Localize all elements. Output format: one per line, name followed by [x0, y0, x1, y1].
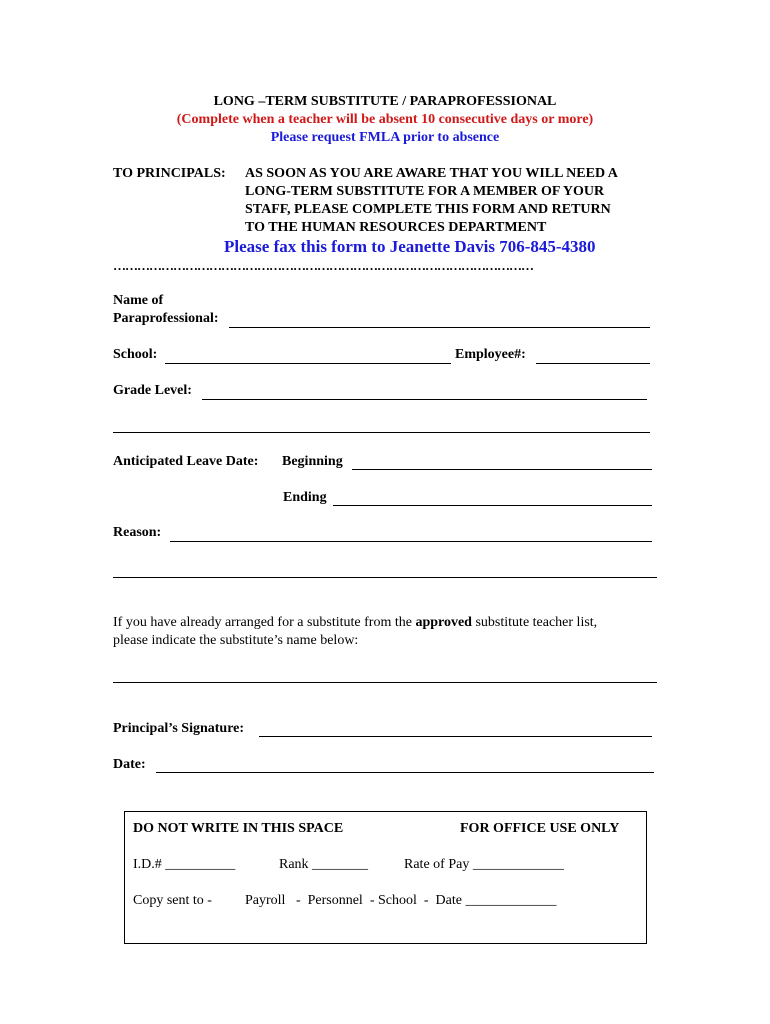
instructions-line-3: STAFF, PLEASE COMPLETE THIS FORM AND RETURN [245, 202, 611, 217]
leave-date-label: Anticipated Leave Date: [113, 454, 259, 469]
fmla-note: Please request FMLA prior to absence [270, 130, 500, 145]
instructions-line-2: LONG-TERM SUBSTITUTE FOR A MEMBER OF YOUR [245, 184, 605, 199]
substitute-name-line[interactable] [113, 682, 657, 683]
ending-label: Ending [283, 490, 327, 505]
employee-field-line[interactable] [536, 363, 650, 364]
name-label-line-1: Name of [113, 293, 164, 308]
dotted-divider: …………………………………………………………………………………………… [113, 258, 533, 273]
office-copy-label: Copy sent to - [133, 893, 212, 908]
grade-level-label: Grade Level: [113, 383, 192, 398]
beginning-label: Beginning [282, 454, 343, 469]
school-label: School: [113, 347, 158, 362]
office-box-right-title: FOR OFFICE USE ONLY [460, 821, 620, 836]
employee-label: Employee#: [455, 347, 526, 362]
form-subtitle: (Complete when a teacher will be absent 10 consecutive days or more) [176, 112, 594, 127]
signature-label: Principal’s Signature: [113, 721, 245, 736]
instructions-lead: TO PRINCIPALS: [113, 166, 226, 181]
date-field-line[interactable] [156, 772, 654, 773]
office-rate-field: Rate of Pay _____________ [404, 857, 564, 872]
signature-field-line[interactable] [259, 736, 652, 737]
name-field-line[interactable] [229, 327, 650, 328]
instructions-line-1: AS SOON AS YOU ARE AWARE THAT YOU WILL NEED A [245, 166, 618, 181]
beginning-date-line[interactable] [352, 469, 652, 470]
reason-field-line[interactable] [170, 541, 652, 542]
ending-date-line[interactable] [333, 505, 652, 506]
substitute-instructions-line-2: please indicate the substitute’s name below: [113, 633, 359, 648]
form-title: LONG –TERM SUBSTITUTE / PARAPROFESSIONAL [213, 94, 557, 109]
date-label: Date: [113, 757, 146, 772]
name-label-line-2: Paraprofessional: [113, 311, 219, 326]
office-rank-field: Rank ________ [279, 857, 369, 872]
reason-label: Reason: [113, 525, 162, 540]
school-field-line[interactable] [165, 363, 451, 364]
office-id-field: I.D.# __________ [133, 857, 236, 872]
approved-emphasis: approved [415, 615, 472, 630]
fax-note: Please fax this form to Jeanette Davis 706-845-4380 [224, 237, 596, 256]
office-copy-items: Payroll - Personnel - School - Date _____________ [245, 893, 557, 908]
grade-level-extra-line[interactable] [113, 432, 650, 433]
substitute-instructions: If you have already arranged for a substitute from the approved substitute teacher list, [113, 615, 598, 630]
instructions-line-4: TO THE HUMAN RESOURCES DEPARTMENT [245, 220, 547, 235]
reason-extra-line[interactable] [113, 577, 657, 578]
office-box-left-title: DO NOT WRITE IN THIS SPACE [133, 821, 344, 836]
grade-level-field-line[interactable] [202, 399, 647, 400]
